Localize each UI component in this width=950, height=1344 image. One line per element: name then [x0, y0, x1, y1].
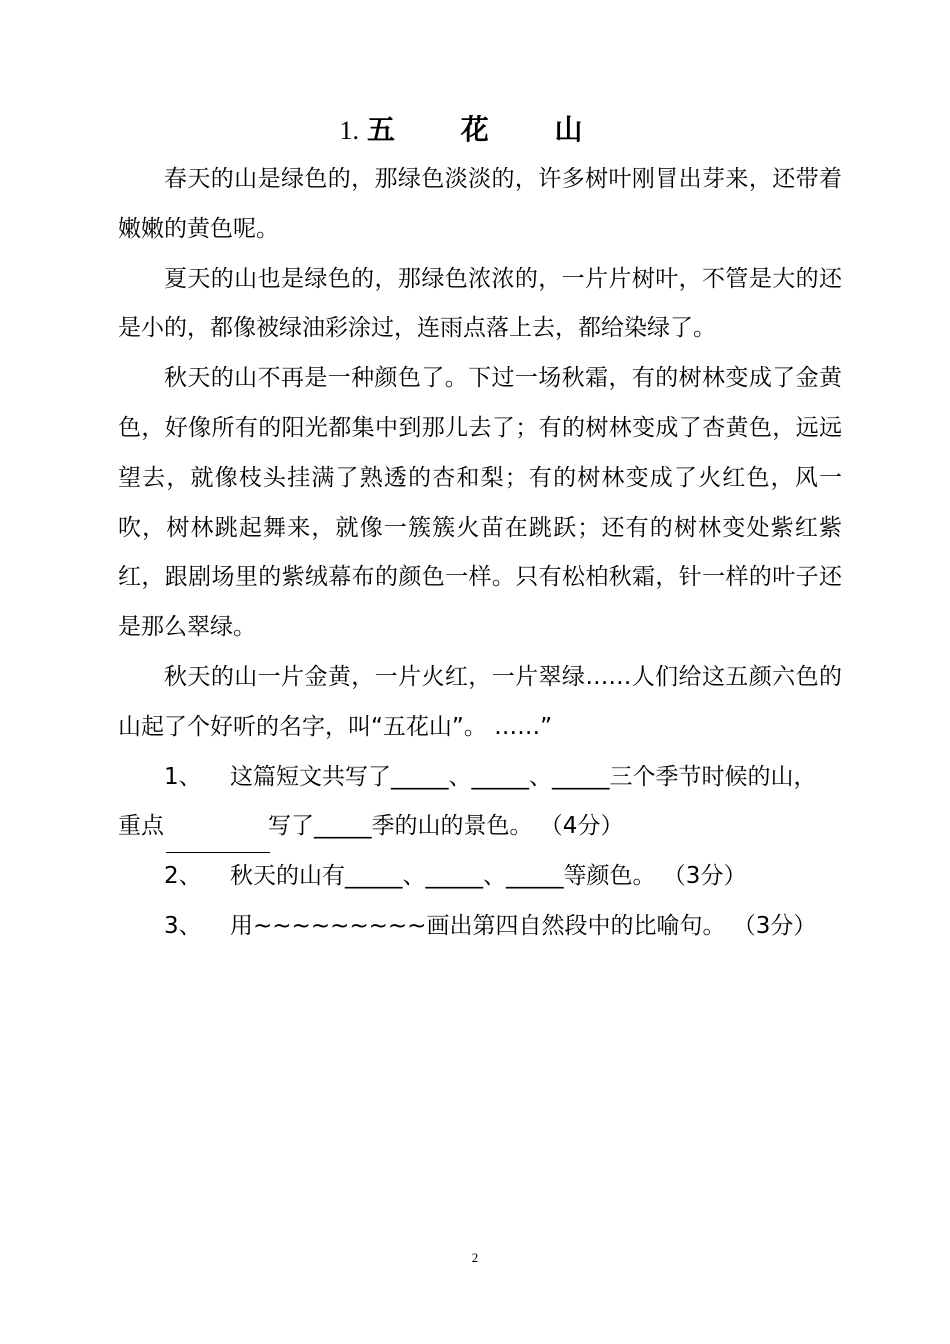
question-2-number: 2、 [164, 863, 202, 890]
question-1-text: 这篇短文共写了_____、_____、_____三个季节时候的山， [230, 763, 817, 790]
paragraph-autumn: 秋天的山不再是一种颜色了。下过一场秋霜，有的树林变成了金黄色，好像所有的阳光都集中到那儿去了；有的树林变成了杏黄色，远远望去，就像枝头挂满了熟透的杏和梨；有的树林变成了火红色，风一吹，树林跳起舞来，就像一簇簇火苗在跳跃；还有的树林变处紫红紫红，跟剧场里的紫绒幕布的颜色一样。只有松柏秋霜，针一样的叶子还是那么翠绿。 [118, 365, 842, 641]
paragraph-spring: 春天的山是绿色的，那绿色淡淡的，许多树叶刚冒出芽来，还带着嫩嫩的黄色呢。 [118, 166, 842, 242]
question-3-number: 3、 [164, 912, 202, 939]
lesson-title-text: 五 花 山 [367, 113, 611, 146]
lesson-number: 1. [339, 116, 359, 145]
lesson-title [0, 108, 950, 153]
paragraph-conclusion: 秋天的山一片金黄，一片火红，一片翠绿……人们给这五颜六色的山起了个好听的名字，叫“五花山”。 ……” [118, 663, 842, 740]
question-1-underline [166, 826, 270, 853]
question-1-suffix: 写了_____季的山的景色。 （4分） [268, 813, 624, 840]
paragraph-summer: 夏天的山也是绿色的，那绿色浓浓的，一片片树叶，不管是大的还是小的，都像被绿油彩涂过，连雨点落上去，都给染绿了。 [118, 265, 842, 342]
question-2-text: 秋天的山有_____、_____、_____等颜色。 （3分） [230, 863, 747, 890]
question-2 [118, 852, 842, 902]
question-3-text: 用~~~~~~~~~画出第四自然段中的比喻句。 （3分） [230, 912, 817, 939]
question-1-prefix: 重点 [118, 813, 164, 840]
page-number: 2 [471, 1250, 479, 1265]
question-1-number: 1、 [164, 763, 202, 790]
question-3 [118, 902, 842, 952]
question-1-line1 [118, 753, 842, 803]
